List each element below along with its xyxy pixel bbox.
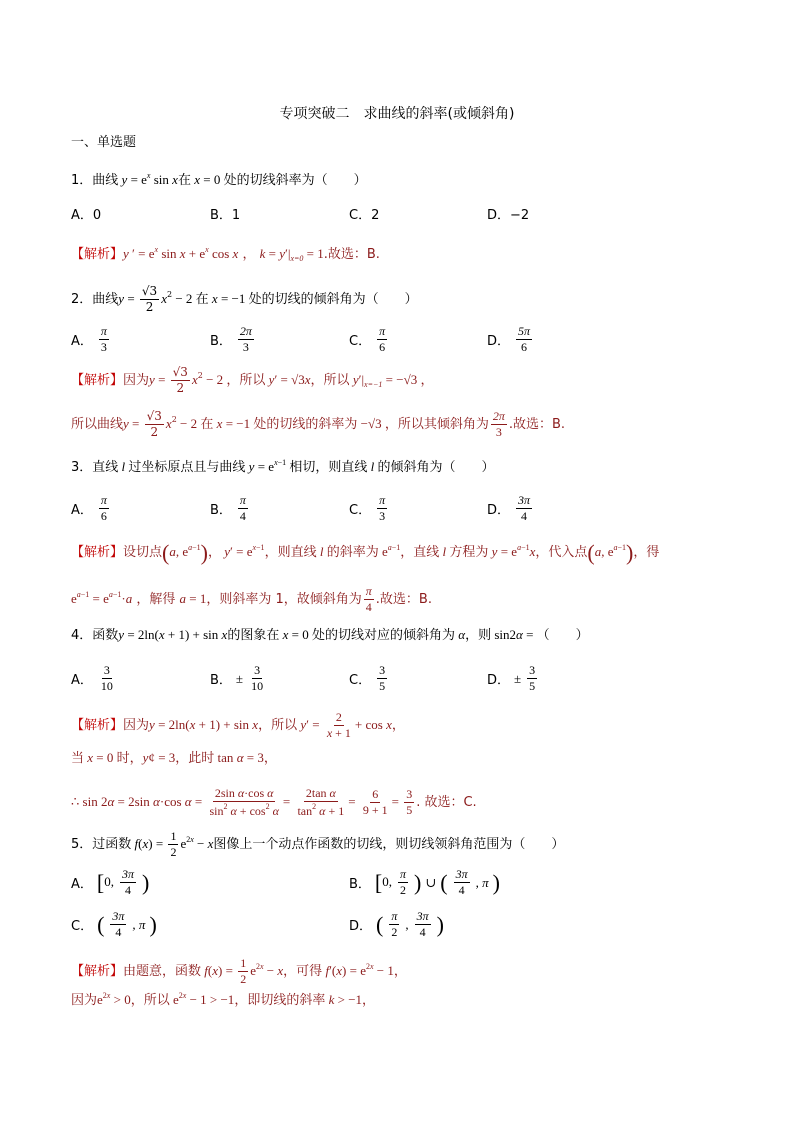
q3-analysis-2: $e^{a-1} = e^{a-1}\cdot a$ ，解得 a = 1，则斜率为 1，故倾斜角为 $\frac{\pi}{4}$ .故选：B. — [71, 584, 432, 615]
q2-analysis-1: 【解析】因为y = $\frac{√3}{2}$ $x^2 - 2$ ，所以 y′ = √3x，所以 $y'|_{x=-1} = -√3$ ， — [71, 365, 434, 396]
q4-analysis-3: ∴ sin 2α = 2sin α·cos α = $\frac{\text{2sin α·cos α}}{\sin^2 \alpha + \cos^2 \alpha}$ = $\frac{\text{2tan α}}{\tan^2 \alpha + 1}$ = $\frac{6}{9 + 1}$ = $\frac{3}{5}$ . 故选：C. — [71, 786, 477, 819]
q1-option-b: B．1 — [210, 208, 241, 223]
q1-option-c: C．2 — [349, 208, 380, 223]
question-5-stem: 5．过函数 f(x) = $\frac{1}{2}$ $e^{2x} - x$图像上一个动点作函数的切线，则切线领斜角范围为（ ） — [71, 829, 565, 860]
question-2-stem: 2．曲线y = $\frac{√3}{2}$ $x^2 - 2$ 在 x = −1 处的切线的倾斜角为（ ） — [71, 284, 418, 315]
q4-analysis-2: 当 x = 0 时，y¢ = 3，此时 tan α = 3， — [71, 750, 277, 766]
analysis-tag: 【解析】 — [71, 247, 124, 262]
q1-option-a: A．0 — [71, 208, 102, 223]
q5-analysis-1: 【解析】由题意，函数 f(x) = $\frac{1}{2}$ $e^{2x} - x$，可得 $f'(x) = e^{2x} - 1$， — [71, 956, 407, 987]
q2-analysis-2: 所以曲线y = $\frac{√3}{2}$ $x^2 - 2$ 在 x = −1 处的切线的斜率为 −√3 ，所以其倾斜角为 $\frac{2\pi}{3}$ .故选：B. — [71, 409, 566, 440]
q5-analysis-2: 因为$e^{2x} > 0$，所以 $e^{2x} - 1 > -1$，即切线的斜率 k > −1， — [71, 991, 376, 1008]
q5-option-c: C． ( $\frac{3\pi}{4}$ , π ) — [71, 909, 157, 940]
q5-option-b: B． [0, $\frac{\pi}{2}$ ) ∪ ( $\frac{3\pi}{4}$ , π ) — [349, 867, 500, 898]
question-4-stem: 4．函数y = 2ln(x + 1) + sin x的图象在 x = 0 处的切线对应的倾斜角为 α，则 sin2α = （ ） — [71, 627, 589, 643]
q2-option-b: B． $\frac{2\pi}{3}$ — [210, 324, 252, 355]
q4-option-c: C． $\frac{3}{5}$ — [349, 663, 386, 694]
q4-option-b: B． ± $\frac{3}{10}$ — [210, 663, 264, 694]
question-3-stem: 3．直线 l 过坐标原点且与曲线 $y = e^{x-1}$ 相切，则直线 l 的倾斜角为（ ） — [71, 458, 495, 475]
question-1-stem: 1．曲线 $y = e^x$ sin x在 x = 0 处的切线斜率为（ ） — [71, 171, 367, 188]
q4-option-a: A． $\frac{3}{10}$ — [71, 663, 113, 694]
section-heading: 一、单选题 — [71, 135, 137, 150]
q4-analysis-1: 【解析】因为y = 2ln(x + 1) + sin x，所以 y′ = $\frac{2}{x + 1}$ + cos x， — [71, 710, 405, 741]
q1-analysis: 【解析】y ′ = $e^x$ $\sin x + e^x$ cos x ， $k = y'|_{x=0} = 1$.故选：B. — [71, 245, 380, 263]
page-title: 专项突破二 求曲线的斜率(或倾斜角) — [279, 106, 515, 122]
q3-option-b: B． $\frac{\pi}{4}$ — [210, 493, 246, 524]
q1-option-d: D．−2 — [487, 208, 530, 223]
q3-option-d: D． $\frac{3\pi}{4}$ — [487, 493, 531, 524]
q4-option-d: D． ± $\frac{3}{5}$ — [487, 663, 536, 694]
q2-option-d: D． $\frac{5\pi}{6}$ — [487, 324, 531, 355]
q5-option-a: A． [0, $\frac{3\pi}{4}$ ) — [71, 867, 150, 898]
q2-option-a: A． $\frac{\pi}{3}$ — [71, 324, 107, 355]
q2-option-c: C． $\frac{\pi}{6}$ — [349, 324, 386, 355]
q3-option-a: A． $\frac{\pi}{6}$ — [71, 493, 107, 524]
q5-option-d: D． ( $\frac{\pi}{2}$ , $\frac{3\pi}{4}$ ) — [349, 909, 444, 940]
q3-option-c: C． $\frac{\pi}{3}$ — [349, 493, 386, 524]
q3-analysis-1: 【解析】设切点(a, $e^{a-1}$)， $y' = e^{x-1}$，则直线 l 的斜率为 $e^{a-1}$，直线 l 方程为 $y = e^{a-1}x$，代入点(a, $e^{a-1}$)，得 — [71, 540, 660, 565]
